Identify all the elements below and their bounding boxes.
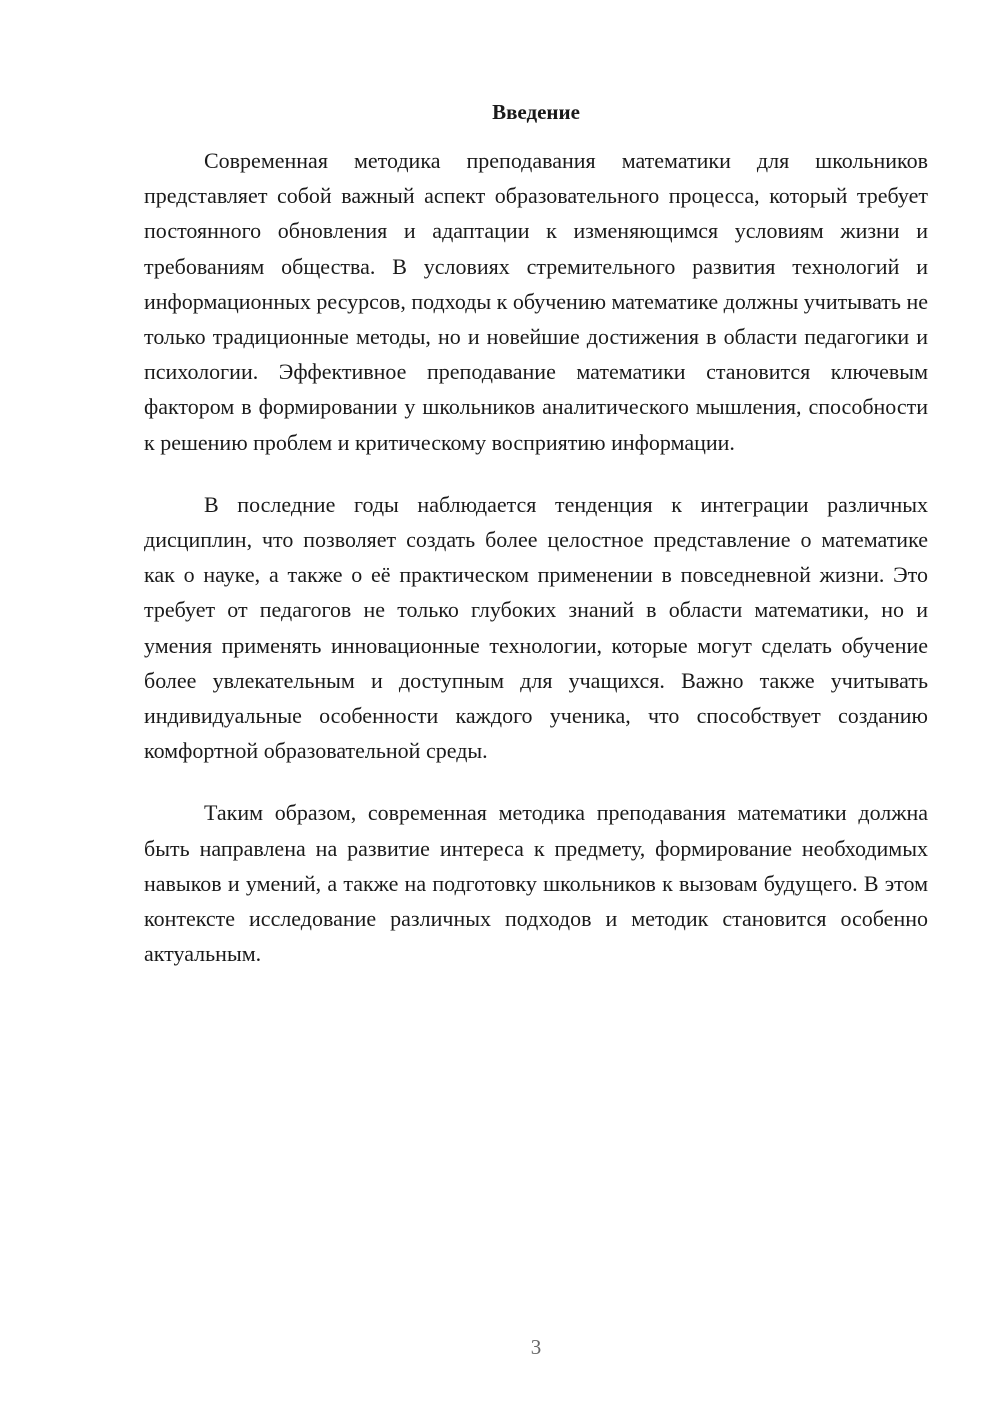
page-number: 3 — [530, 1335, 542, 1359]
section-heading: Введение — [492, 100, 580, 124]
paragraph-1: Современная методика преподавания математики для школьников представляет собой важный аспект образовательного процесса, который требует постоянного обновления и адаптации к изменяющимся условиям жизни и требованиям общества. В условиях стремительного развития технологий и информационных ресурсов, подходы к обучению математике должны учитывать не только традиционные методы, но и новейшие достижения в области педагогики и психологии. Эффективное преподавание математики становится ключевым фактором в формировании у школьников аналитического мышления, способности к решению проблем и критическому восприятию информации. — [144, 148, 928, 455]
paragraph-3: Таким образом, современная методика преподавания математики должна быть направлена на развитие интереса к предмету, формирование необходимых навыков и умений, а также на подготовку школьников к вызовам будущего. В этом контексте исследование различных подходов и методик становится особенно актуальным. — [144, 800, 928, 967]
body-text — [144, 143, 928, 998]
paragraph-2: В последние годы наблюдается тенденция к интеграции различных дисциплин, что позволяет создать более целостное представление о математике как о науке, а также о её практическом применении в повседневной жизни. Это требует от педагогов не только глубоких знаний в области математики, но и умения применять инновационные технологии, которые могут сделать обучение более увлекательным и доступным для учащихся. Важно также учитывать индивидуальные особенности каждого ученика, что способствует созданию комфортной образовательной среды. — [144, 491, 928, 764]
